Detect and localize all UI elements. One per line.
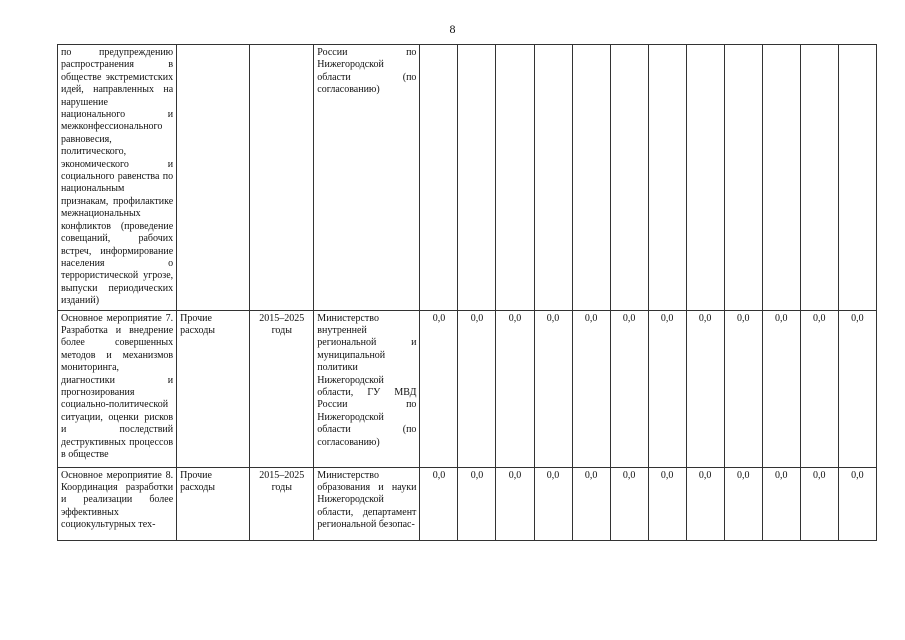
- value-cell: [686, 45, 724, 311]
- value-cell: 0,0: [534, 467, 572, 540]
- period: 2015–2025 годы: [250, 467, 314, 540]
- funding-source: Прочие расходы: [177, 310, 250, 467]
- value-cell: 0,0: [686, 310, 724, 467]
- value-cell: [800, 45, 838, 311]
- value-cell: 0,0: [762, 467, 800, 540]
- executor: Министерство образования и науки Нижегородской области, департамент региональной безопас-: [314, 467, 420, 540]
- value-cell: 0,0: [838, 467, 876, 540]
- measure-description: Основное мероприятие 8. Координация разработки и реализации более эффективных социокультурных тех-: [58, 467, 177, 540]
- value-cell: 0,0: [458, 310, 496, 467]
- value-cell: 0,0: [838, 310, 876, 467]
- value-cell: 0,0: [534, 310, 572, 467]
- value-cell: [496, 45, 534, 311]
- table-row: [58, 310, 877, 467]
- value-cell: [610, 45, 648, 311]
- measure-description: по предупреждению распространения в обществе экстремистских идей, направленных на нарушение национального и межконфессионального равновесия, политического, экономического и социального равенства по национальным признакам, профилактике межнациональных конфликтов (проведение совещаний, рабочих встреч, информирование населения о террористической угрозе, выпуски периодических изданий): [58, 45, 177, 311]
- period: [250, 45, 314, 311]
- funding-source: [177, 45, 250, 311]
- value-cell: 0,0: [800, 310, 838, 467]
- value-cell: 0,0: [648, 467, 686, 540]
- value-cell: 0,0: [496, 310, 534, 467]
- value-cell: [458, 45, 496, 311]
- value-cell: 0,0: [724, 467, 762, 540]
- value-cell: 0,0: [724, 310, 762, 467]
- value-cell: 0,0: [420, 467, 458, 540]
- value-cell: 0,0: [686, 467, 724, 540]
- value-cell: 0,0: [610, 467, 648, 540]
- value-cell: [648, 45, 686, 311]
- value-cell: 0,0: [800, 467, 838, 540]
- value-cell: [724, 45, 762, 311]
- measures-table: [57, 44, 877, 541]
- value-cell: 0,0: [572, 467, 610, 540]
- funding-source: Прочие расходы: [177, 467, 250, 540]
- table-row: [58, 45, 877, 311]
- executor: Министерство внутренней региональной и муниципальной политики Нижегородской области, ГУ МВД России по Нижегородской области (по согласованию): [314, 310, 420, 467]
- measure-description: Основное мероприятие 7. Разработка и внедрение более совершенных методов и механизмов мониторинга, диагностики и прогнозирования социально-политической ситуации, оценки рисков и последствий деструктивных процессов в обществе: [58, 310, 177, 467]
- value-cell: 0,0: [762, 310, 800, 467]
- value-cell: 0,0: [648, 310, 686, 467]
- value-cell: [534, 45, 572, 311]
- value-cell: 0,0: [420, 310, 458, 467]
- page-number: 8: [449, 22, 456, 36]
- value-cell: [420, 45, 458, 311]
- value-cell: [762, 45, 800, 311]
- value-cell: 0,0: [496, 467, 534, 540]
- value-cell: [572, 45, 610, 311]
- value-cell: 0,0: [572, 310, 610, 467]
- table-row: [58, 467, 877, 540]
- value-cell: [838, 45, 876, 311]
- value-cell: 0,0: [610, 310, 648, 467]
- executor: России по Нижегородской области (по согласованию): [314, 45, 420, 311]
- period: 2015–2025 годы: [250, 310, 314, 467]
- value-cell: 0,0: [458, 467, 496, 540]
